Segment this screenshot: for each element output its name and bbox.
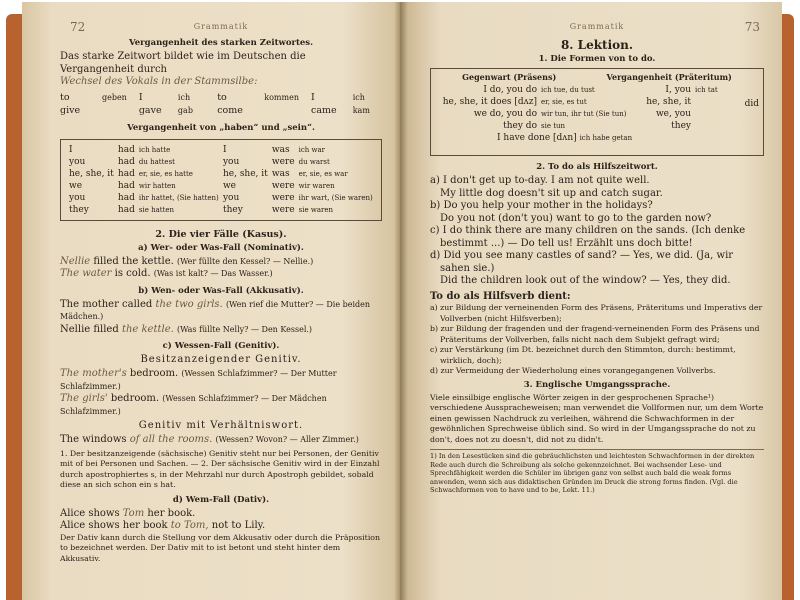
pronoun: you xyxy=(69,192,86,203)
heading-nominative: a) Wer- oder Was-Fall (Nominativ). xyxy=(138,242,304,253)
table-row xyxy=(67,144,375,156)
example-line xyxy=(60,324,382,337)
pronoun: we xyxy=(69,180,83,191)
page-number-right: 73 xyxy=(744,20,760,34)
gloss: (Wessen Schlafzimmer? — Der Mädchen Schlafzimmer.) xyxy=(60,394,327,416)
gloss: (Was ist kalt? — Das Wasser.) xyxy=(153,269,273,278)
table-row xyxy=(67,180,375,192)
column-present: Gegenwart (Präsens) xyxy=(462,72,557,82)
text: Nellie filled xyxy=(60,323,122,335)
example-de: geben xyxy=(101,92,127,102)
example-line xyxy=(60,520,382,533)
heading-strong-verb-past: Vergangenheit des starken Zeitwortes. xyxy=(128,38,314,48)
text-line: Das starke Zeitwort bildet wie im Deutschen die Vergangenheit durch xyxy=(60,51,306,75)
verb: was xyxy=(271,168,290,179)
genitive-rule-paragraph: 1. Der besitzanzeigende (sächsische) Genitiv steht nur bei Personen, der Genitiv mit of bei Personen und Sachen. — 2. Der sächsische Genitiv wird in der Einzahl durch apostrophiertes s, in der Mehrzahl nur durch Apostroph gebildet, sobald diese an sich schon ein s hat. xyxy=(60,448,380,489)
strong-verb-examples xyxy=(60,91,382,117)
example-en: to give xyxy=(60,91,81,116)
past-subject: I, you xyxy=(665,85,691,95)
italic-term: Tom xyxy=(122,507,145,519)
conjugation-table xyxy=(67,144,375,216)
verb: were xyxy=(271,180,295,191)
pronoun: they xyxy=(222,204,243,215)
gloss: (Was füllte Nelly? — Den Kessel.) xyxy=(177,324,313,334)
example-line: b) Do you help your mother in the holidays? xyxy=(430,200,653,211)
example-line xyxy=(60,256,382,269)
text: The windows xyxy=(60,434,130,445)
example-en: I came xyxy=(311,91,337,116)
gloss: (Wer füllte den Kessel? — Nellie.) xyxy=(176,256,314,266)
verb: had xyxy=(117,156,135,167)
gloss: ich hatte xyxy=(138,145,171,154)
right-page xyxy=(400,2,782,600)
page-number-left: 72 xyxy=(70,20,86,34)
gloss: ihr hattet, (Sie hatten) xyxy=(138,193,219,202)
gloss: ich tue, du tust xyxy=(541,86,595,94)
running-title-left: Grammatik xyxy=(193,22,249,31)
subheading-possessive-genitive: Besitzanzeigender Genitiv. xyxy=(140,354,302,365)
aux-use-item: a) zur Bildung der verneinenden Form des Präsens, Präteritums und Imperativs der Vollverben (nicht Hilfsverben); xyxy=(430,303,763,323)
pronoun: he, she, it xyxy=(69,168,114,179)
italic-term: the kettle. xyxy=(121,323,174,335)
verb: were xyxy=(271,204,295,215)
gloss: ich habe getan xyxy=(579,134,633,142)
example-line: Do you not (don't you) want to go to the garden now? xyxy=(440,212,712,224)
gloss: ich war xyxy=(298,145,326,154)
example-de: ich gab xyxy=(177,92,193,115)
gloss: sie hatten xyxy=(138,205,175,214)
text: not to Lily. xyxy=(208,520,266,531)
example-en: I gave xyxy=(138,91,162,116)
pronoun: they xyxy=(69,204,89,215)
example-line xyxy=(60,368,382,393)
italic-term: The mother's xyxy=(60,368,127,379)
text: Alice shows xyxy=(60,507,123,519)
example-line: Did the children look out of the window? — Yes, they did. xyxy=(440,275,731,286)
table-row xyxy=(67,192,375,204)
gloss: wir hatten xyxy=(138,181,176,190)
text: filled the kettle. xyxy=(90,255,174,267)
form-row xyxy=(437,120,757,132)
italic-term: to Tom, xyxy=(170,520,209,531)
right-page-header xyxy=(430,20,764,36)
footnote: 1) In den Lesestücken sind die gebräuchlichsten und leichtesten Schwachformen in der direkten Rede auch durch die Schreibung als solche gekennzeichnet. Bei wachsender Lese- und Sprechfähigkeit werden die Schüler im übrigen ganz von selbst auch bald die weak forms anwenden, wenn sich aus didaktischen Gründen im Druck die strong forms finden. (Vgl. die Schwachformen von to have und to be, Lekt. 11.) xyxy=(430,449,764,495)
aux-use-item: c) zur Verstärkung (im Dt. bezeichnet durch den Stimmton, durch: bestimmt, wirklich, doch); xyxy=(430,345,736,365)
verb: had xyxy=(117,168,135,179)
example-line: My little dog doesn't sit up and catch sugar. xyxy=(440,187,663,199)
italic-term: the two girls. xyxy=(155,298,223,310)
gloss: ihr wart, (Sie waren) xyxy=(298,193,373,202)
gloss: du warst xyxy=(298,157,330,166)
italic-term: Nellie xyxy=(60,255,91,267)
pronoun: you xyxy=(222,192,240,203)
pronoun: you xyxy=(222,156,240,167)
pronoun: I xyxy=(69,144,73,155)
example-line: c) I do think there are many children on the sands. (Ich denke bestimmt ...) — Do tell us! Erzählt uns doch bitte! xyxy=(430,225,746,249)
participle-row xyxy=(437,132,757,144)
heading-dative: d) Wem-Fall (Dativ). xyxy=(172,494,270,505)
example-line xyxy=(60,299,382,324)
gloss: er, sie, es hatte xyxy=(138,169,193,178)
dative-rule-paragraph: Der Dativ kann durch die Stellung vor dem Akkusativ oder durch die Präposition to bezeichnet werden. Der Dativ mit to ist betont und steht hinter dem Akkusativ. xyxy=(60,532,381,563)
text: her book. xyxy=(144,507,196,519)
present-form: I do, you do xyxy=(483,85,537,95)
verb: were xyxy=(271,156,295,167)
text: The mother called xyxy=(60,298,156,310)
pronoun: we xyxy=(222,180,236,191)
heading-genitive: c) Wessen-Fall (Genitiv). xyxy=(162,341,280,351)
example-line xyxy=(60,268,382,281)
present-form: he, she, it does [dʌz] xyxy=(442,97,537,107)
example-row xyxy=(60,91,382,117)
left-page-header xyxy=(60,20,382,36)
gloss: sie waren xyxy=(298,205,333,214)
example-de: kommen xyxy=(264,92,299,102)
gloss: er, sie, es war xyxy=(298,169,348,178)
lesson-title: 8. Lektion. xyxy=(560,38,634,52)
column-past: Vergangenheit (Präteritum) xyxy=(606,72,732,82)
forms-header xyxy=(437,72,757,82)
example-en: to come xyxy=(217,91,243,116)
verb: had xyxy=(117,192,135,203)
conjugation-box xyxy=(60,139,382,221)
past-subject: they xyxy=(671,121,691,131)
heading-colloquial: 3. Englische Umgangssprache. xyxy=(523,379,671,390)
gloss: wir tun, ihr tut (Sie tun) xyxy=(541,110,627,118)
to-do-forms-box xyxy=(430,68,764,156)
aux-uses-heading: To do als Hilfsverb dient: xyxy=(430,290,571,302)
form-row xyxy=(437,108,757,120)
subheading-genitive-with-preposition: Genitiv mit Verhältniswort. xyxy=(138,420,304,431)
example-de: ich kam xyxy=(352,92,370,115)
participle-form: I have done [dʌn] xyxy=(497,133,577,143)
text: bedroom. xyxy=(126,368,179,379)
pronoun: he, she, it xyxy=(222,168,268,179)
running-title-right: Grammatik xyxy=(569,22,625,31)
colloquial-paragraph: Viele einsilbige englische Wörter zeigen in der gesprochenen Sprache¹) verschiedene Ausspracheweisen; man verwendet die Vollformen nur, um dem Worte einen gewissen Nachdruck zu verleihen, während die Schwachformen in der gewöhnlichen Sprechweise üblich sind. So wird in der Umgangssprache do not zu don't, does not zu doesn't, did not zu didn't. xyxy=(430,392,764,444)
gloss: (Wessen Schlafzimmer? — Der Mutter Schlafzimmer.) xyxy=(60,369,337,391)
gloss: er, sie, es tut xyxy=(541,98,587,106)
aux-use-item: b) zur Bildung der fragenden und der fragend-verneinenden Form des Präsens und Präteritums der Vollverben, falls nicht nach dem Subjekt gefragt wird; xyxy=(430,324,760,344)
form-row xyxy=(437,96,757,108)
pronoun: you xyxy=(69,156,86,167)
example-line xyxy=(60,508,382,521)
example-line: d) Did you see many castles of sand? — Yes, we did. (Ja, wir sahen sie.) xyxy=(430,250,734,274)
present-form: we do, you do xyxy=(473,109,537,119)
did-form: did xyxy=(744,99,759,109)
italic-term: The girls' xyxy=(60,393,108,404)
past-subject: we, you xyxy=(655,109,691,119)
pronoun: I xyxy=(222,144,227,155)
gloss: (Wen rief die Mutter? — Die beiden Mädchen.) xyxy=(60,299,371,321)
example-line xyxy=(60,434,382,447)
heading-four-cases: 2. Die vier Fälle (Kasus). xyxy=(155,228,287,240)
gloss: du hattest xyxy=(138,157,175,166)
gloss: sie tun xyxy=(541,122,566,130)
heading-accusative: b) Wen- oder Was-Fall (Akkusativ). xyxy=(138,285,304,296)
italic-term: of all the rooms. xyxy=(129,434,213,445)
gloss: wir waren xyxy=(298,181,335,190)
past-subject: he, she, it xyxy=(646,97,691,107)
verb: was xyxy=(271,144,290,155)
italic-term: The water xyxy=(60,268,112,279)
text: is cold. xyxy=(111,268,151,279)
gloss: (Wessen? Wovon? — Aller Zimmer.) xyxy=(215,435,359,444)
heading-have-be-past: Vergangenheit von „haben“ und „sein“. xyxy=(127,122,315,133)
text: Alice shows her book xyxy=(60,520,171,531)
left-page xyxy=(22,2,400,600)
heading-to-do-auxiliary: 2. To do als Hilfszeitwort. xyxy=(536,162,658,172)
verb: were xyxy=(271,192,295,203)
table-row xyxy=(67,204,375,216)
gloss: ich tat xyxy=(695,86,718,94)
text: bedroom. xyxy=(107,393,160,404)
example-line: a) I don't get up to-day. I am not quite well. xyxy=(430,175,650,186)
present-form: they do xyxy=(503,121,537,131)
verb: had xyxy=(117,144,135,155)
open-book xyxy=(22,2,782,600)
heading-forms-to-do: 1. Die Formen von to do. xyxy=(538,54,656,64)
verb: had xyxy=(117,180,135,191)
form-row xyxy=(437,84,757,96)
text-line: Wechsel des Vokals in der Stammsilbe: xyxy=(60,76,258,87)
verb: had xyxy=(117,204,135,215)
table-row xyxy=(67,156,375,168)
example-line xyxy=(60,393,382,418)
table-row xyxy=(67,168,375,180)
aux-use-item: d) zur Vermeidung der Wiederholung eines vorangegangenen Vollverbs. xyxy=(430,366,716,375)
